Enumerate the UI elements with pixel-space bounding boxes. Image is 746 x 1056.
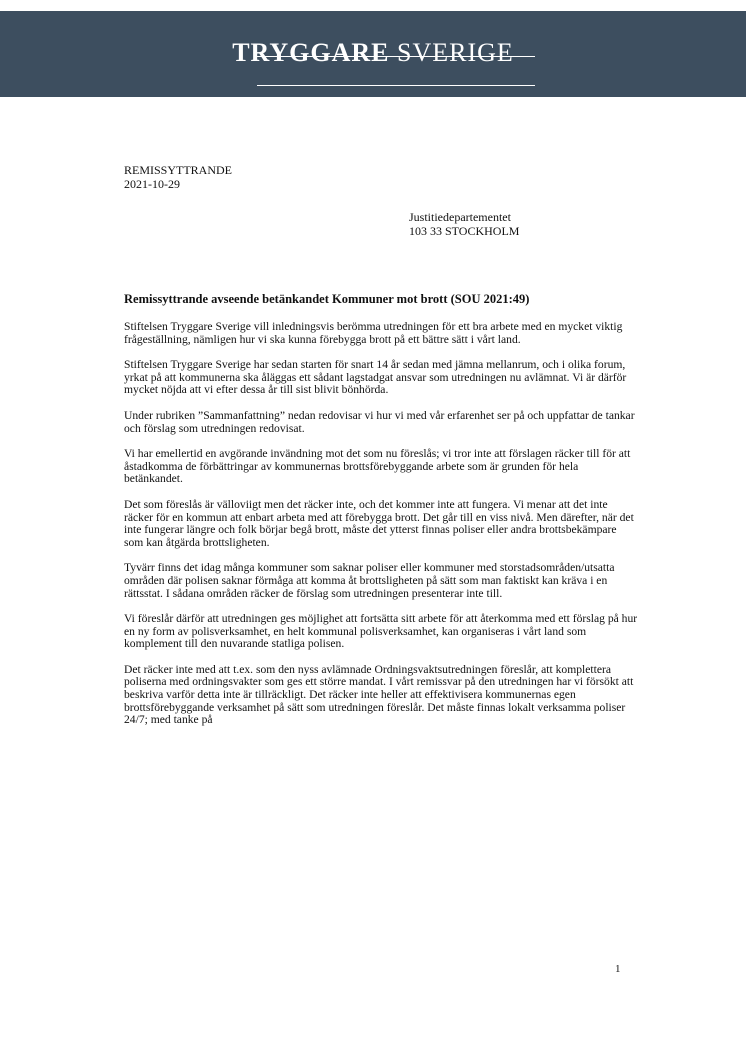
document-meta [124,163,232,191]
recipient-name: Justitiedepartementet [409,210,511,224]
paragraph: Stiftelsen Tryggare Sverige har sedan starten för snart 14 år sedan med jämna mellanrum, och i olika forum, yrkat på att kommunerna ska åläggas ett sådant lagstadgat ansvar som utredningen nu avlämnat. Vi är därför mycket nöjda att vi efter dessa år till sist blivit bönhörda. [124,358,627,397]
paragraph: Det räcker inte med att t.ex. som den nyss avlämnade Ordningsvaktsutredningen föreslår, att komplettera poliserna med ordningsvakter som ges ett större mandat. I vårt remissvar på den utredningen har vi försökt att beskriva varför detta inte är tillräckligt. Det räcker inte heller att effektivisera kommunernas egen brottsförebyggande verksamhet på sätt som utredningen föreslår. Det måste finnas lokalt verksamma poliser 24/7; med tanke på [124,662,634,727]
page-number: 1 [615,963,621,975]
logo-rule-bottom [257,85,535,86]
paragraph: Tyvärr finns det idag många kommuner som saknar poliser eller kommuner med storstadsområden/utsatta områden där polisen saknar förmåga att komma åt brottsligheten på sätt som man faktiskt kan kräva i en rättsstat. I sådana områden räcker de förslag som utredningen presenterar inte till. [124,561,615,600]
document-title: Remissyttrande avseende betänkandet Kommuner mot brott (SOU 2021:49) [124,292,530,306]
header-band [0,11,746,97]
recipient-address [409,210,519,238]
paragraph: Vi har emellertid en avgörande invändning mot det som nu föreslås; vi tror inte att förslagen räcker till för att åstadkomma de förbättringar av kommunernas brottsförebyggande arbete som är grunden för hela betänkandet. [124,447,631,486]
document-body [124,321,638,740]
logo-light-word: SVERIGE [397,38,514,67]
paragraph: Vi föreslår därför att utredningen ges möjlighet att fortsätta sitt arbete för att återkomma med ett förslag på hur en ny form av polisverksamhet, en helt kommunal polisverksamhet, kan organiseras i vårt land som komplement till den nuvarande statliga polisen. [124,612,638,651]
paragraph: Det som föreslås är välloviigt men det räcker inte, och det kommer inte att fungera. Vi menar att det inte räcker för en kommun att enbart arbeta med att förebygga brott. Det går till en viss nivå. Men därefter, när det inte fungerar längre och folk börjar begå brott, måste det ytterst finnas poliser eller andra brottsbekämpare som kan åtgärda brottsligheten. [124,497,634,549]
recipient-postal: 103 33 STOCKHOLM [409,224,520,238]
paragraph: Stiftelsen Tryggare Sverige vill inledningsvis berömma utredningen för ett bra arbete med en mycket viktig frågeställning, nämligen hur vi ska kunna förebygga brott på ett bättre sätt i vårt land. [124,320,623,346]
logo [0,38,746,68]
document-date: 2021-10-29 [124,177,180,191]
document-type: REMISSYTTRANDE [124,163,233,177]
paragraph: Under rubriken ”Sammanfattning” nedan redovisar vi hur vi med vår erfarenhet ser på och uppfattar de tankar och förslag som utredningen redovisat. [124,408,635,435]
logo-bold-word: TRYGGARE [232,38,390,67]
